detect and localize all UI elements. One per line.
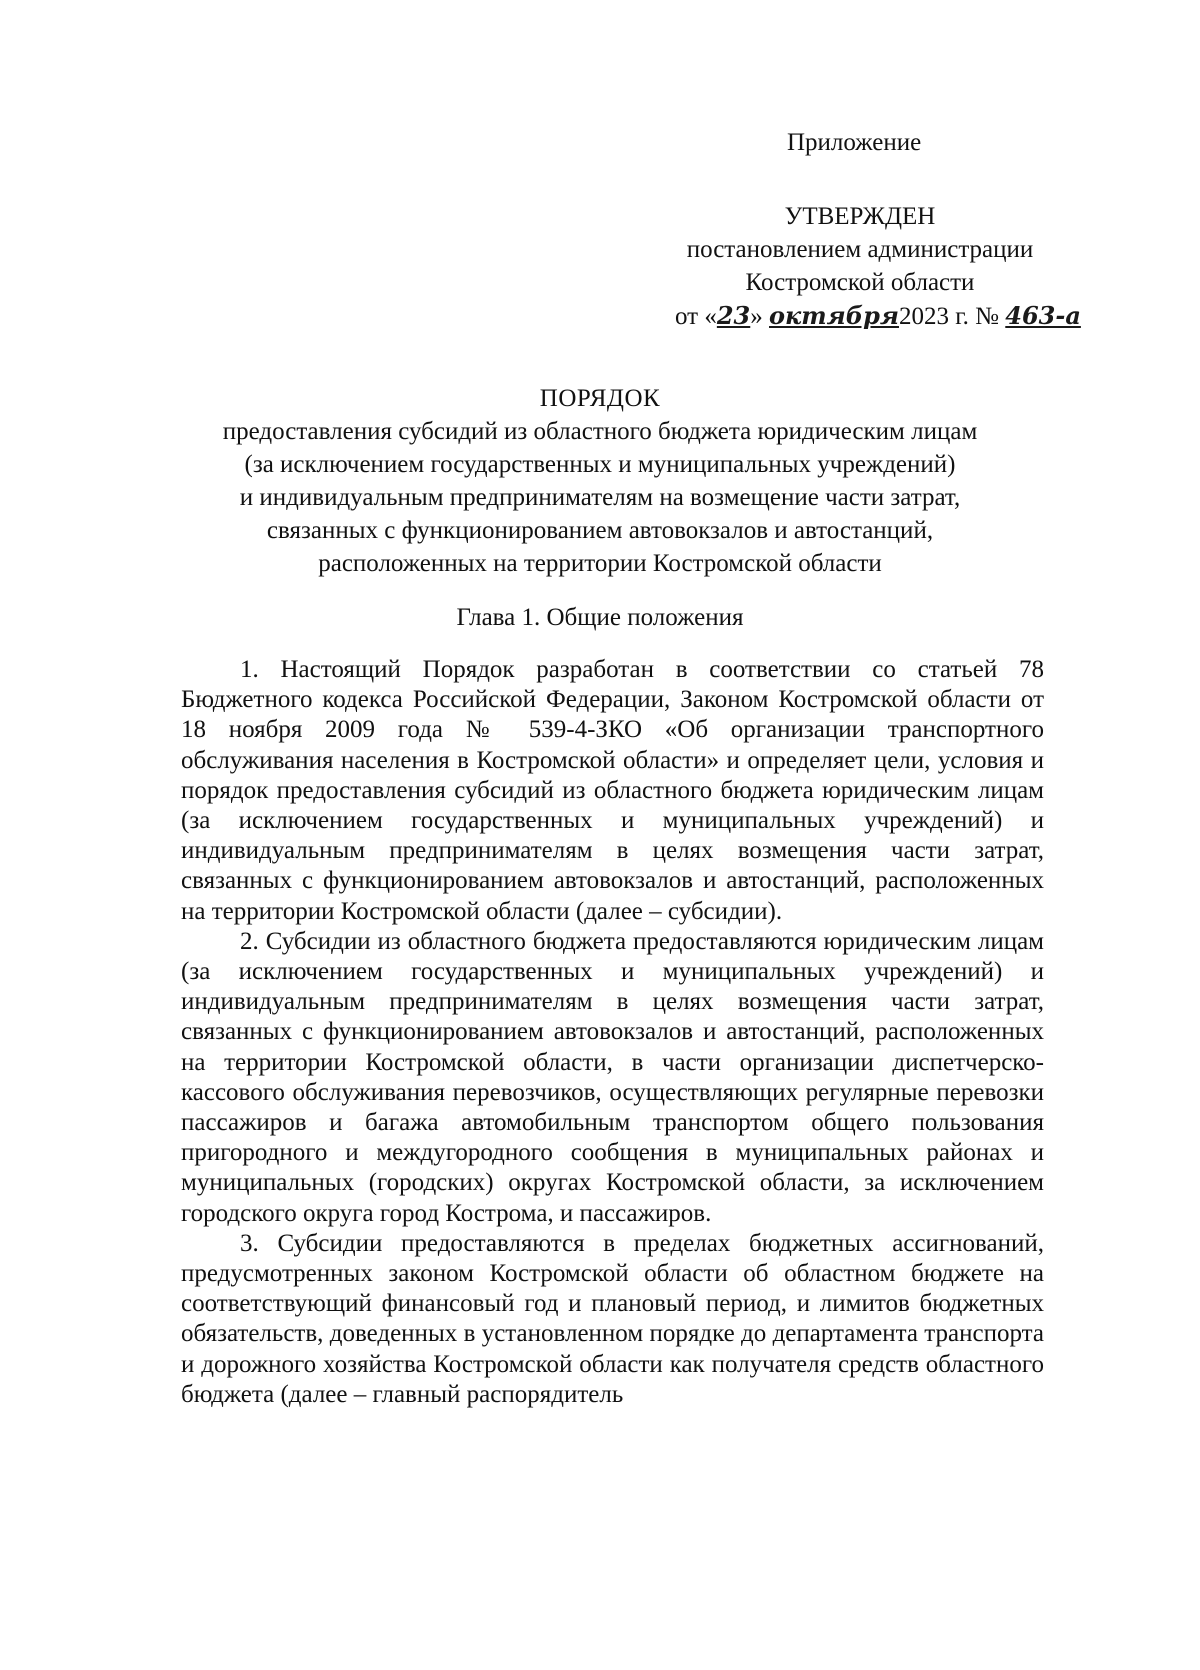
date-year: 2023 г. № bbox=[898, 303, 1000, 330]
date-prefix: от « bbox=[675, 303, 717, 330]
paragraph-3: 3. Субсидии предоставляются в пределах бюджетных ассигнований, предусмотренных законом Костромской области об областном бюджете на соответствующий финансовый год и плановый период, и лимитов бюджетных обязательств, доведенных в установленном порядке до департамента транспорта и дорожного хозяйства Костромской области как получателя средств областного бюджета (далее – главный распорядитель bbox=[181, 1229, 1044, 1408]
title-line-5: расположенных на территории Костромской области bbox=[318, 550, 882, 577]
approved-by-line-1: постановлением администрации bbox=[686, 236, 1034, 263]
approval-stamp bbox=[640, 200, 1080, 333]
document-title-block bbox=[170, 382, 1030, 580]
handwritten-day: 23 bbox=[716, 301, 751, 330]
approval-date-line bbox=[640, 299, 1080, 333]
body-text bbox=[181, 655, 1044, 1410]
appendix-label: Приложение bbox=[787, 129, 922, 156]
chapter-heading: Глава 1. Общие положения bbox=[456, 604, 744, 631]
title-line-2: (за исключением государственных и муниципальных учреждений) bbox=[244, 451, 956, 478]
paragraph-1: 1. Настоящий Порядок разработан в соответствии со статьей 78 Бюджетного кодекса Российской Федерации, Законом Костромской области от 18 ноября 2009 года № 539-4-ЗКО «Об организации транспортного обслуживания населения в Костромской области» и определяет цели, условия и порядок предоставления субсидий из областного бюджета юридическим лицам (за исключением государственных и муниципальных учреждений) и индивидуальным предпринимателям в целях возмещения части затрат, связанных с функционированием автовокзалов и автостанций, расположенных на территории Костромской области (далее – субсидии). bbox=[181, 656, 1044, 925]
date-mid: » bbox=[750, 303, 763, 330]
handwritten-doc-number: 463-а bbox=[1005, 301, 1081, 330]
paragraph-2: 2. Субсидии из областного бюджета предоставляются юридическим лицам (за исключением государственных и муниципальных учреждений) и индивидуальным предпринимателям в целях возмещения части затрат, связанных с функционированием автовокзалов и автостанций, расположенных на территории Костромской области, в части организации диспетчерско-кассового обслуживания перевозчиков, осуществляющих регулярные перевозки пассажиров и багажа автомобильным транспортом общего пользования пригородного и междугородного сообщения в муниципальных районах и муниципальных (городских) округах Костромской области, за исключением городского округа город Кострома, и пассажиров. bbox=[181, 927, 1044, 1227]
approved-heading: УТВЕРЖДЕН bbox=[784, 203, 936, 230]
document-title: ПОРЯДОК bbox=[539, 385, 661, 412]
handwritten-month: октября bbox=[769, 301, 899, 330]
title-line-3: и индивидуальным предпринимателям на возмещение части затрат, bbox=[239, 484, 961, 511]
approved-by-line-2: Костромской области bbox=[745, 269, 975, 296]
title-line-4: связанных с функционированием автовокзалов и автостанций, bbox=[266, 517, 934, 544]
title-line-1: предоставления субсидий из областного бюджета юридическим лицам bbox=[222, 418, 978, 445]
